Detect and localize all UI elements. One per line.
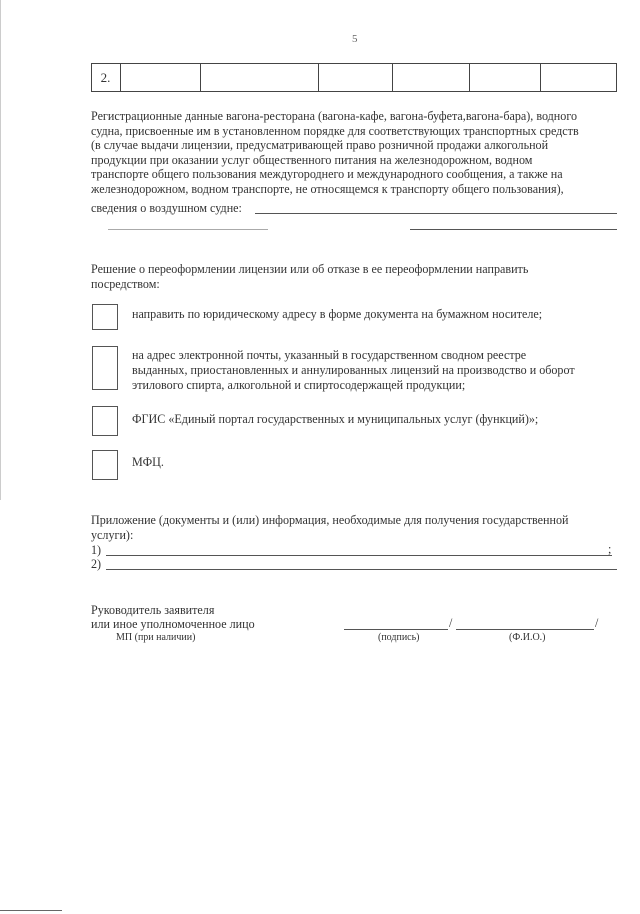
- attachment-item-1-label: 1): [91, 543, 102, 557]
- option-paper-label: направить по юридическому адресу в форме документа на бумажном носителе;: [132, 307, 543, 321]
- table-row: [91, 63, 617, 92]
- attachment-paragraph: [91, 513, 617, 542]
- text-line: посредством:: [91, 276, 160, 291]
- page-number: 5: [352, 33, 358, 45]
- option-checkbox-paper[interactable]: [92, 304, 118, 330]
- signature-slash-end: /: [595, 616, 599, 630]
- option-portal-label: ФГИС «Единый портал государственных и муниципальных услуг (функций)»;: [132, 412, 539, 426]
- attachment-item-1-end: ;: [608, 542, 612, 556]
- left-margin-line: [0, 0, 1, 500]
- aircraft-field[interactable]: [255, 213, 617, 214]
- signature-field[interactable]: [344, 629, 448, 630]
- row-number-cell: 2.: [91, 63, 121, 92]
- text-line: Регистрационные данные вагона-ресторана (вагона-кафе, вагона-буфета,вагона-бара), водного: [91, 109, 578, 123]
- option-checkbox-mfc[interactable]: [92, 450, 118, 480]
- option-checkbox-portal[interactable]: [92, 406, 118, 436]
- attachment-item-2-field[interactable]: [106, 569, 617, 570]
- name-field[interactable]: [456, 629, 594, 630]
- text-line: транспорте общего пользования междугороднего и международного сообщения, а также на: [91, 167, 563, 182]
- aircraft-field-line2b[interactable]: [410, 229, 617, 230]
- signature-slash: /: [449, 616, 453, 630]
- aircraft-field-line2[interactable]: [108, 229, 268, 230]
- decision-paragraph: [91, 262, 617, 291]
- text-line: Приложение (документы и (или) информация, необходимые для получения государственной: [91, 513, 569, 527]
- attachment-item-2-label: 2): [91, 557, 102, 571]
- option-checkbox-email[interactable]: [92, 346, 118, 390]
- table-divider: [200, 63, 201, 92]
- bottom-margin-line: [0, 910, 62, 911]
- table-divider: [392, 63, 393, 92]
- text-line: продукции при оказании услуг общественного питания на железнодорожном, водном: [91, 152, 533, 167]
- text-line: услуги):: [91, 527, 134, 542]
- table-divider: [469, 63, 470, 92]
- table-divider: [540, 63, 541, 92]
- sign-caption: (подпись): [378, 632, 420, 643]
- registration-paragraph: [91, 109, 617, 197]
- aircraft-label: сведения о воздушном судне:: [91, 201, 242, 215]
- text-line: (в случае выдачи лицензии, предусматривающей право розничной продажи алкогольной: [91, 138, 549, 153]
- text-line: Решение о переоформлении лицензии или об отказе в ее переоформлении направить: [91, 262, 529, 276]
- text-line: судна, присвоенные им в установленном порядке для соответствующих транспортных средств: [91, 123, 579, 138]
- option-mfc-label: МФЦ.: [132, 455, 164, 469]
- signature-title-line1: Руководитель заявителя: [91, 603, 215, 617]
- table-divider: [318, 63, 319, 92]
- text-line: железнодорожном, водном транспорте, не относящемся к транспорту общего пользования),: [91, 181, 564, 196]
- name-caption: (Ф.И.О.): [509, 632, 546, 643]
- signature-title-line2: или иное уполномоченное лицо: [91, 617, 255, 631]
- option-email-label: на адрес электронной почты, указанный в государственном сводном реестре выданных, приостановленных и аннулированных лицензий на производство и оборот этилового спирта, алкогольной и спиртосодержащей продукции;: [132, 348, 575, 392]
- attachment-item-1-field[interactable]: [106, 555, 612, 556]
- stamp-caption: МП (при наличии): [116, 632, 196, 643]
